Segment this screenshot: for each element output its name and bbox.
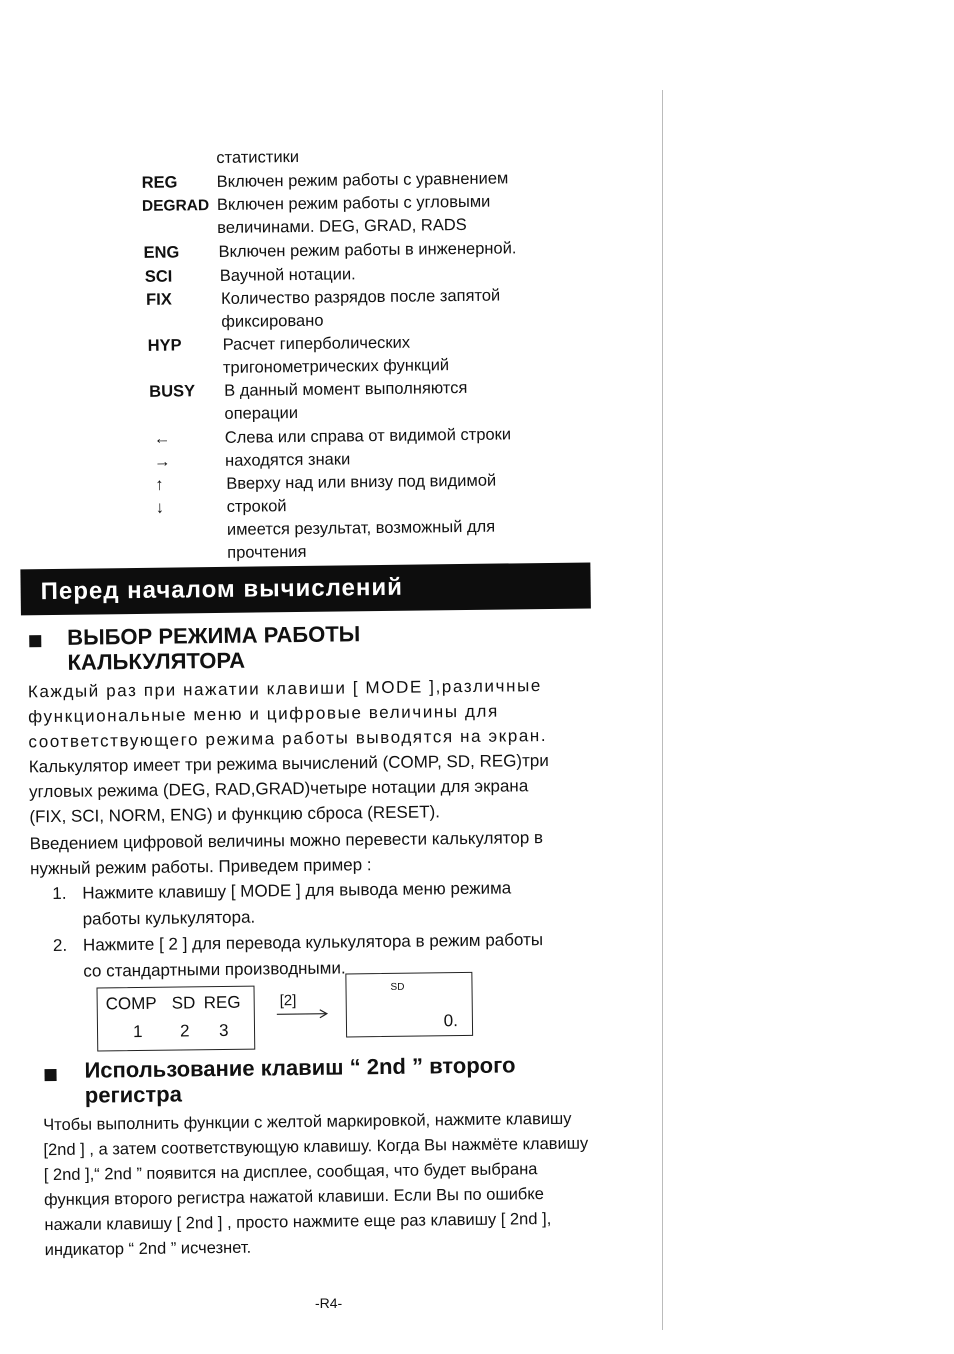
indicator-term: ENG xyxy=(143,243,180,262)
second-key-paragraph xyxy=(43,1106,625,1263)
menu-label-sd: SD xyxy=(171,993,196,1013)
square-bullet-icon xyxy=(44,1069,56,1081)
indicator-desc: В данный момент выполняются xyxy=(224,378,468,400)
paragraph-line: соответствующего режима работы выводятся на экран. xyxy=(28,725,548,752)
paragraph-line: нажали клавишу [ 2nd ] , просто нажмите еще раз клавишу [ 2nd ], xyxy=(44,1209,552,1235)
step-text: Нажмите [ 2 ] для перевода кулькулятора в режим работы xyxy=(82,930,544,955)
paragraph-line: функция второго регистра нажатой клавиши. Если Вы по ошибке xyxy=(43,1185,544,1210)
paragraph-line: Калькулятор имеет три режима вычислений (COMP, SD, REG)три xyxy=(28,750,549,777)
paragraph-line: [2nd ] , а затем соответствующую клавишу. Когда Вы нажмёте клавишу xyxy=(43,1134,589,1160)
menu-number-3: 3 xyxy=(218,1020,229,1041)
indicator-term: HYP xyxy=(147,336,182,355)
step-text: со стандартными производными. xyxy=(83,958,346,981)
menu-label-reg: REG xyxy=(203,992,241,1013)
indicator-desc: Расчет гиперболических xyxy=(222,333,411,354)
paragraph-line: [ 2nd ],“ 2nd ” появится на дисплее, сообщая, что будет выбрана xyxy=(43,1160,538,1185)
indicator-desc: тригонометрических функций xyxy=(222,356,450,377)
indicator-desc: прочтения xyxy=(227,542,307,562)
indicator-desc: Ваучной нотации. xyxy=(219,265,356,285)
indicator-desc: имеется результат, возможный для xyxy=(226,517,496,539)
step-number: 2. xyxy=(52,935,68,956)
indicator-desc: Вверху над или внизу под видимой xyxy=(226,471,497,493)
paragraph-line: индикатор “ 2nd ” исчезнет. xyxy=(44,1238,252,1260)
paragraph-line: (FIX, SCI, NORM, ENG) и функцию сброса (RESET). xyxy=(29,802,441,827)
paragraph-line: угловых режима (DEG, RAD,GRAD)четыре нотации для экрана xyxy=(28,776,529,802)
indicator-desc: статистики xyxy=(216,147,300,167)
menu-number-1: 1 xyxy=(132,1021,143,1042)
heading-line: КАЛЬКУЛЯТОРА xyxy=(67,647,246,675)
right-arrow-icon xyxy=(276,1008,332,1021)
indicator-desc: Количество разрядов после запятой xyxy=(220,286,501,308)
indicator-desc: величинами. DEG, GRAD, RADS xyxy=(217,215,467,237)
paragraph-line: Чтобы выполнить функции с желтой маркировкой, нажмите клавишу xyxy=(43,1109,572,1135)
key-press-label: [2] xyxy=(279,992,297,1010)
example-intro-paragraph xyxy=(30,824,606,881)
step-text: Нажмите клавишу [ MODE ] для вывода меню режима xyxy=(82,878,512,903)
indicator-term: REG xyxy=(141,173,178,192)
section-heading-mode xyxy=(67,621,361,675)
menu-label-comp: COMP xyxy=(105,993,157,1014)
sd-indicator: SD xyxy=(390,981,405,993)
paragraph-line: Введением цифровой величины можно перевести калькулятор в xyxy=(29,828,544,854)
paragraph-line: функциональные меню и цифровые величины для xyxy=(28,701,499,727)
indicator-desc: находятся знаки xyxy=(224,450,351,470)
indicator-desc: Включен режим работы с угловыми xyxy=(216,192,491,214)
heading-line: регистра xyxy=(84,1081,183,1108)
display-sd-result xyxy=(345,972,473,1038)
indicator-term: DEGRAD xyxy=(141,197,210,215)
indicator-desc: операции xyxy=(224,404,299,423)
paragraph-line: нужный режим работы. Приведем пример : xyxy=(29,855,372,879)
heading-line: Использование клавиш “ 2nd ” второго xyxy=(84,1052,516,1083)
indicator-desc: фиксировано xyxy=(221,311,324,331)
step-number: 1. xyxy=(52,883,67,904)
section-heading-2nd xyxy=(84,1052,516,1107)
result-value: 0. xyxy=(443,1011,459,1031)
left-right-arrows-icon: ← → xyxy=(153,429,177,471)
indicator-desc: Слева или справа от видимой строки xyxy=(224,425,512,447)
indicator-term: BUSY xyxy=(149,382,196,401)
indicator-term: FIX xyxy=(145,290,172,309)
step-text: работы кулькулятора. xyxy=(82,907,256,929)
heading-line: ВЫБОР РЕЖИМА РАБОТЫ xyxy=(67,621,361,650)
section-banner: Перед началом вычислений xyxy=(20,562,591,615)
indicator-desc: строкой xyxy=(226,497,287,516)
indicator-desc: Включен режим работы с уравнением xyxy=(216,169,509,191)
page-number: -R4- xyxy=(315,1295,343,1311)
indicator-term: SCI xyxy=(144,267,173,286)
display-mode-menu xyxy=(96,986,255,1052)
square-bullet-icon xyxy=(29,635,41,647)
mode-paragraph xyxy=(28,672,605,829)
up-down-arrows-icon: ↑ ↓ xyxy=(155,475,170,517)
indicator-desc: Включен режим работы в инженерной. xyxy=(218,239,517,261)
menu-number-2: 2 xyxy=(179,1021,190,1041)
paragraph-line: Каждый раз при нажатии клавиши [ MODE ],различные xyxy=(27,676,543,702)
